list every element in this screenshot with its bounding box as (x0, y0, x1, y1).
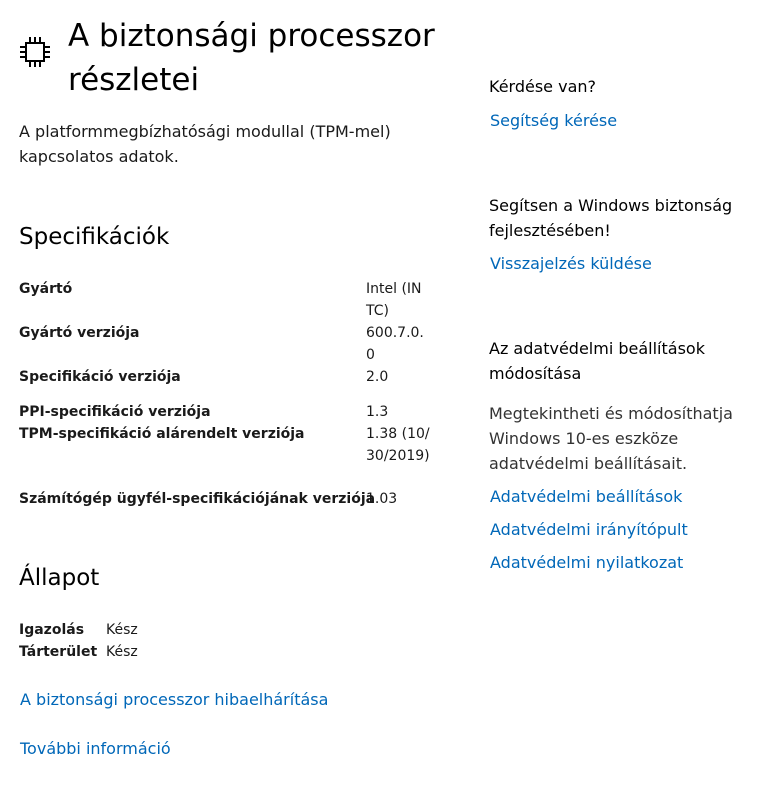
spec-label: TPM-specifikáció alárendelt verziója (19, 426, 305, 442)
get-help-link[interactable]: Segítség kérése (490, 111, 618, 130)
troubleshoot-link[interactable]: A biztonsági processzor hibaelhárítása (20, 690, 329, 709)
feedback-heading: Segítsen a Windows biztonság fejlesztésében! (489, 196, 733, 240)
status-label: Igazolás (19, 622, 85, 638)
send-feedback-link[interactable]: Visszajelzés küldése (490, 254, 652, 273)
spec-label: PPI-specifikáció verziója (19, 404, 211, 420)
status-value: Kész (106, 622, 138, 638)
privacy-heading: Az adatvédelmi beállítások módosítása (489, 339, 705, 383)
page-description: A platformmegbízhatósági modullal (TPM-mel) kapcsolatos adatok. (19, 122, 391, 166)
spec-label: Gyártó (19, 281, 73, 297)
processor-chip-icon (19, 36, 51, 68)
status-value: Kész (106, 644, 138, 660)
spec-value: 1.38 (10/30/2019) (366, 426, 430, 464)
spec-value: 1.3 (366, 404, 389, 420)
status-label: Tárterület (19, 644, 98, 660)
spec-value: 2.0 (366, 369, 389, 385)
spec-value: Intel (INTC) (366, 281, 422, 319)
privacy-dashboard-link[interactable]: Adatvédelmi irányítópult (490, 520, 688, 539)
status-heading: Állapot (19, 565, 100, 591)
spec-label: Számítógép ügyfél-specifikációjának verziója (19, 491, 376, 507)
question-heading: Kérdése van? (489, 77, 597, 96)
spec-value: 1.03 (366, 491, 398, 507)
spec-label: Gyártó verziója (19, 325, 140, 341)
specs-heading: Specifikációk (19, 224, 170, 250)
more-info-link[interactable]: További információ (20, 739, 171, 758)
privacy-description: Megtekintheti és módosíthatja Windows 10-es eszköze adatvédelmi beállításait. (489, 404, 733, 473)
privacy-statement-link[interactable]: Adatvédelmi nyilatkozat (490, 553, 684, 572)
page-title: A biztonsági processzor részletei (68, 18, 435, 98)
spec-value: 600.7.0.0 (366, 325, 424, 363)
spec-label: Specifikáció verziója (19, 369, 181, 385)
privacy-settings-link[interactable]: Adatvédelmi beállítások (490, 487, 683, 506)
